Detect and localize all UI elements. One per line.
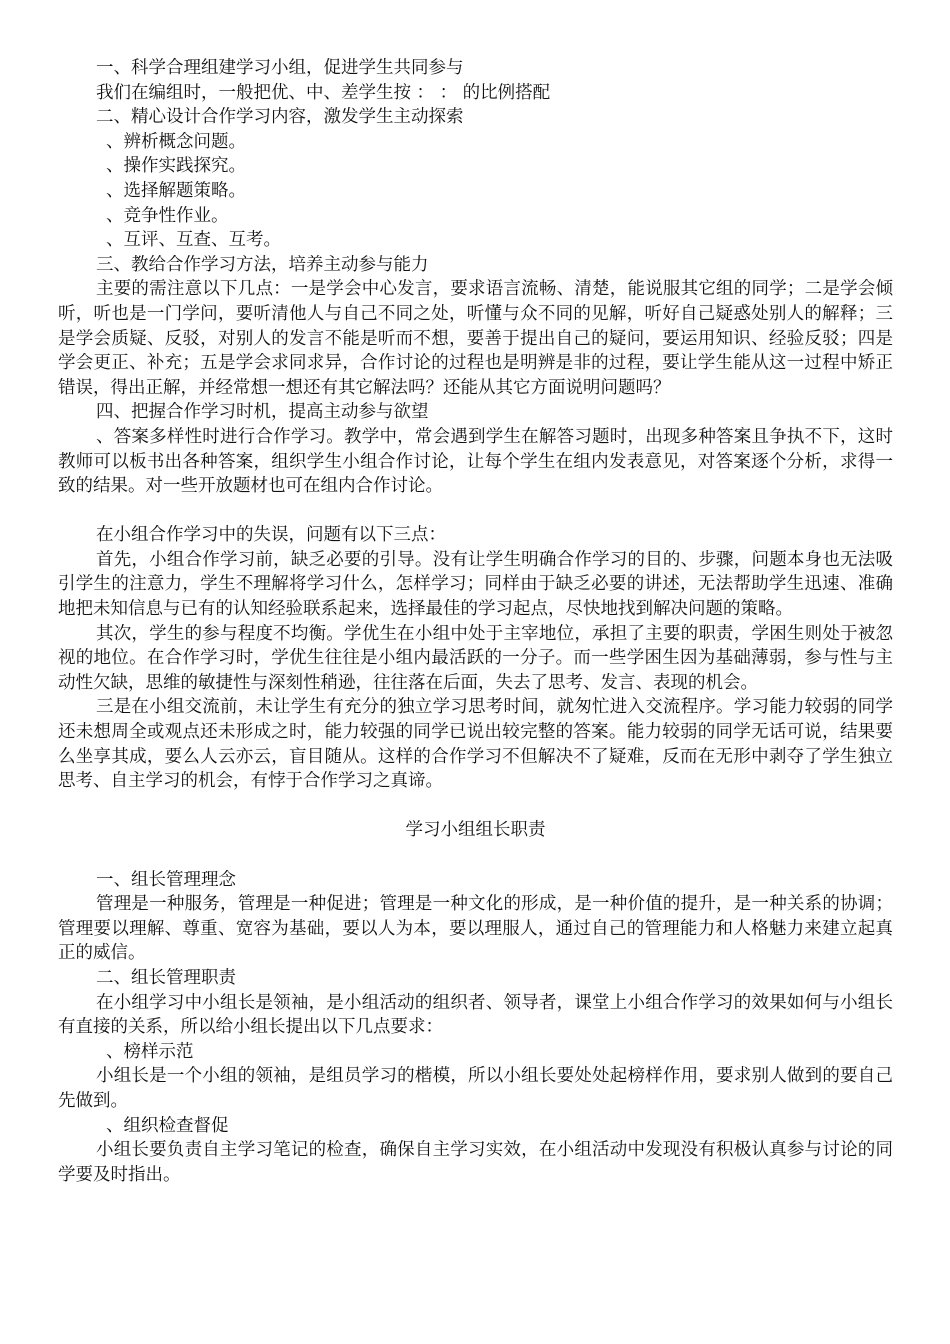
subheading-role-model: 、榜样示范 xyxy=(106,1041,194,1062)
paragraph-mistake-3: 三是在小组交流前，未让学生有充分的独立学习思考时间，就匆忙进入交流程序。学习能力较弱的同学还未想周全或观点还未形成之时，能力较强的同学已说出较完整的答案。能力较弱的同学无话可说，结果要么坐享其成，要么人云亦云，盲目随从。这样的合作学习不但解决不了疑难，反而在无形中剥夺了学生独立思考、自主学习的机会，有悖于合作学习之真谛。 xyxy=(58,697,893,792)
paragraph-mistake-1: 首先，小组合作学习前，缺乏必要的引导。没有让学生明确合作学习的目的、步骤，问题本身也无法吸引学生的注意力，学生不理解将学习什么，怎样学习；同样由于缺乏必要的讲述，无法帮助学生迅速、准确地把未知信息与已有的认知经验联系起来，选择最佳的学习起点，尽快地找到解决问题的策略。 xyxy=(58,549,893,620)
heading-leader-duties: 二、组长管理职责 xyxy=(96,967,236,988)
blank-line xyxy=(58,499,893,524)
subheading-supervision: 、组织检查督促 xyxy=(106,1115,229,1136)
heading-method: 三、教给合作学习方法，培养主动参与能力 xyxy=(96,254,429,275)
heading-group-formation: 一、科学合理组建学习小组，促进学生共同参与 xyxy=(96,58,464,78)
paragraph-mistake-2: 其次，学生的参与程度不均衡。学优生在小组中处于主宰地位，承担了主要的职责，学困生则处于被忽视的地位。在合作学习时，学优生往往是小组内最活跃的一分子。而一些学困生因为基础薄弱，参与性与主动性欠缺，思维的敏捷性与深刻性稍逊，往往落在后面，失去了思考、发言、表现的机会。 xyxy=(58,623,893,693)
paragraph-leader-philosophy: 管理是一种服务，管理是一种促进；管理是一种文化的形成，是一种价值的提升，是一种关系的协调；管理要以理解、尊重、宽容为基础，要以人为本，要以理服人，通过自己的管理能力和人格魅力来建立起真正的威信。 xyxy=(58,894,893,964)
blank-line xyxy=(58,843,893,868)
heading-timing: 四、把握合作学习时机，提高主动参与欲望 xyxy=(96,402,429,423)
paragraph-mistakes-intro: 在小组合作学习中的失误，问题有以下三点： xyxy=(96,525,446,546)
paragraph-method: 主要的需注意以下几点：一是学会中心发言，要求语言流畅、清楚，能说服其它组的同学；二是学会倾听，听也是一门学问，要听清他人与自己不同之处，听懂与众不同的见解，听好自己疑惑处别人的解释；三是学会质疑、反驳，对别人的发言不能是听而不想，要善于提出自己的疑问，要运用知识、经验反驳；四是学会更正、补充；五是学会求同求异，合作讨论的过程也是明辨是非的过程，要让学生能从这一过程中矫正错误，得出正解，并经常想一想还有其它解法吗？还能从其它方面说明问题吗？ xyxy=(58,279,893,398)
heading-content-design: 二、精心设计合作学习内容，激发学生主动探索 xyxy=(96,107,464,128)
heading-leader-philosophy: 一、组长管理理念 xyxy=(96,869,236,890)
paragraph-leader-duties: 在小组学习中小组长是领袖，是小组活动的组织者、领导者，课堂上小组合作学习的效果如何与小组长有直接的关系，所以给小组长提出以下几点要求： xyxy=(58,992,893,1038)
paragraph-supervision: 小组长要负责自主学习笔记的检查，确保自主学习实效，在小组活动中发现没有积极认真参与讨论的同学要及时指出。 xyxy=(58,1140,893,1185)
list-item: 、竞争性作业。 xyxy=(106,205,229,226)
grouping-ratio-text: 我们在编组时，一般把优、中、差学生按 ： ： 的比例搭配 xyxy=(96,82,551,103)
paragraph-role-model: 小组长是一个小组的领袖，是组员学习的楷模，所以小组长要处处起榜样作用，要求别人做到的要自己先做到。 xyxy=(58,1066,893,1111)
paragraph-timing: 、答案多样性时进行合作学习。教学中，常会遇到学生在解答习题时，出现多种答案且争执不下，这时教师可以板书出各种答案，组织学生小组合作讨论，让每个学生在组内发表意见，对答案逐个分析，求得一致的结果。对一些开放题材也可在组内合作讨论。 xyxy=(58,426,893,497)
list-item: 、选择解题策略。 xyxy=(106,180,246,201)
list-item: 、辨析概念问题。 xyxy=(106,131,246,152)
document-page xyxy=(58,56,893,1187)
list-item: 、操作实践探究。 xyxy=(106,156,246,177)
blank-line xyxy=(58,794,893,819)
section-title: 学习小组组长职责 xyxy=(405,820,546,841)
list-item: 、互评、互查、互考。 xyxy=(106,230,281,251)
